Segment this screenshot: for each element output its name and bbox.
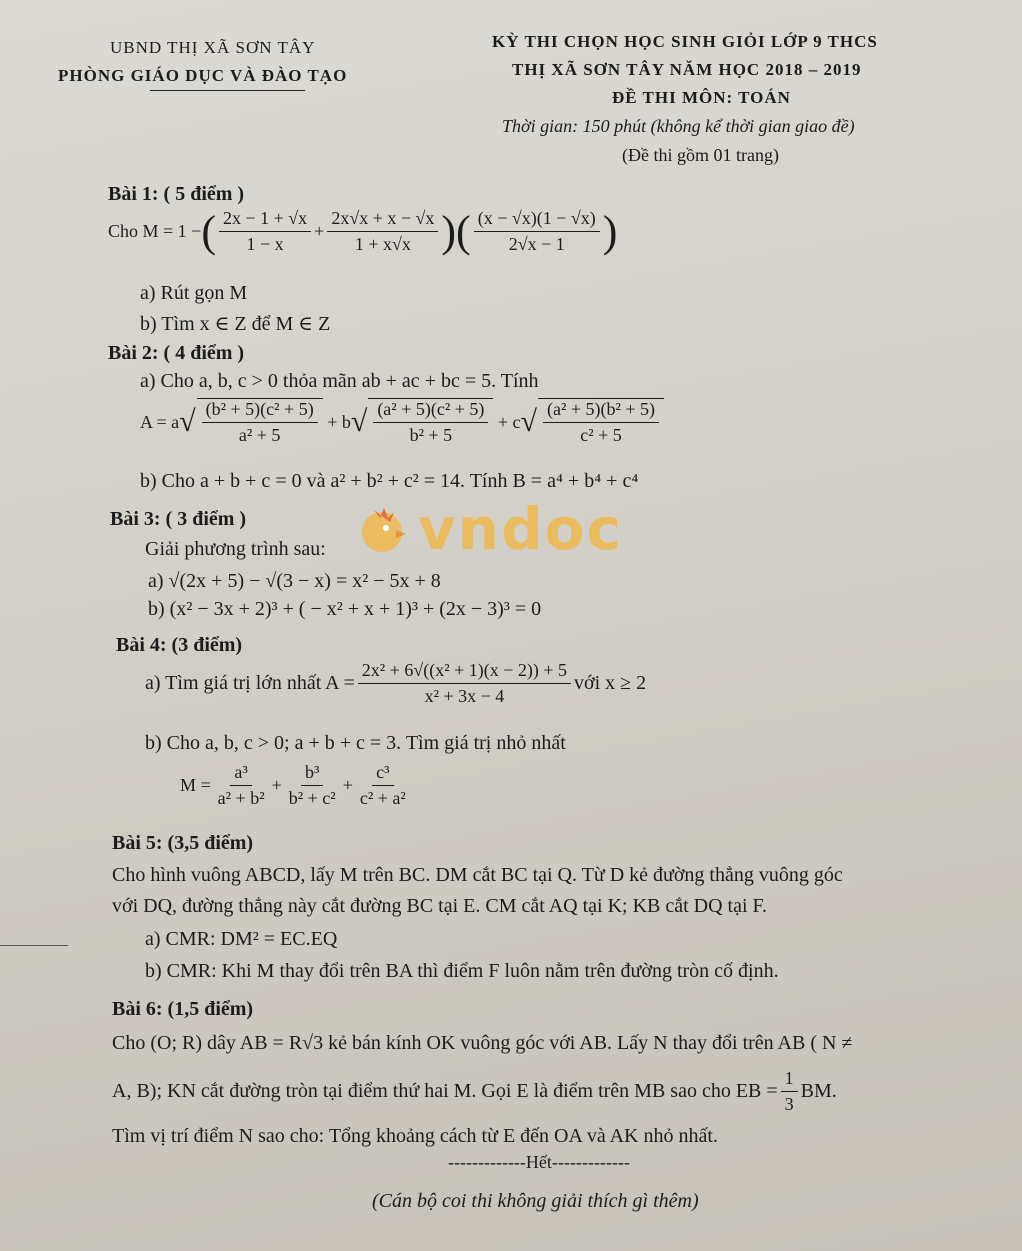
bai6-line2 [112, 1068, 837, 1115]
bai1-part-b: b) Tìm x ∈ Z để M ∈ Z [140, 313, 331, 335]
exam-year: THỊ XÃ SƠN TÂY NĂM HỌC 2018 – 2019 [512, 60, 862, 79]
bai3-title: Bài 3: ( 3 điểm ) [110, 508, 247, 530]
bai1-frac1-den: 1 − x [246, 234, 284, 254]
bai2-root1-num: (b² + 5)(c² + 5) [202, 399, 318, 423]
footer-note: (Cán bộ coi thi không giải thích gì thêm) [372, 1190, 699, 1212]
bai4-a-condition: với x ≥ 2 [574, 672, 647, 694]
bai2-root2-den: b² + 5 [409, 425, 453, 445]
bai2-root2-num: (a² + 5)(c² + 5) [373, 399, 488, 423]
bai4-part-a [145, 660, 646, 707]
bai6-line3: Tìm vị trí điểm N sao cho: Tổng khoảng cách từ E đến OA và AK nhỏ nhất. [112, 1125, 718, 1147]
bai3-part-a: a) √(2x + 5) − √(3 − x) = x² − 5x + 8 [148, 570, 441, 592]
bai2-root1-den: a² + 5 [238, 425, 281, 445]
bai4-title: Bài 4: (3 điểm) [116, 634, 243, 656]
bai1-frac3-num: (x − √x)(1 − √x) [474, 208, 600, 232]
exam-time: Thời gian: 150 phút (không kể thời gian giao đề) [502, 116, 855, 136]
bai2-root3-den: c² + 5 [580, 425, 622, 445]
bai2-A-lead: A = a [140, 411, 180, 432]
bai3-intro: Giải phương trình sau: [145, 538, 326, 560]
bai4-m3-den: c² + a² [359, 788, 406, 808]
bai4-part-b: b) Cho a, b, c > 0; a + b + c = 3. Tìm giá trị nhỏ nhất [145, 732, 566, 754]
rooster-mascot-icon [352, 500, 412, 560]
bai1-frac1-num: 2x − 1 + √x [219, 208, 311, 232]
bai6-line2-tail: BM. [800, 1080, 837, 1102]
bai4-m1-den: a² + b² [217, 788, 265, 808]
margin-mark [0, 945, 68, 946]
bai3-part-b: b) (x² − 3x + 2)³ + ( − x² + x + 1)³ + (2x − 3)³ = 0 [148, 598, 542, 620]
bai6-line1: Cho (O; R) dây AB = R√3 kẻ bán kính OK vuông góc với AB. Lấy N thay đổi trên AB ( N ≠ [112, 1032, 853, 1054]
bai1-frac3-den: 2√x − 1 [508, 234, 565, 254]
bai4-a-num: 2x² + 6√((x² + 1)(x − 2)) + 5 [358, 660, 571, 684]
bai2-title: Bài 2: ( 4 điểm ) [108, 342, 245, 364]
bai4-m2-den: b² + c² [288, 788, 336, 808]
bai6-frac-den: 3 [784, 1094, 794, 1114]
department-name: PHÒNG GIÁO DỤC VÀ ĐÀO TẠO [58, 66, 348, 85]
bai1-frac2-den: 1 + x√x [354, 234, 411, 254]
bai1-title: Bài 1: ( 5 điểm ) [108, 183, 245, 205]
bai5-part-a: a) CMR: DM² = EC.EQ [145, 928, 338, 950]
header-underline [150, 90, 305, 91]
bai4-m1-num: a³ [230, 762, 251, 786]
exam-title: KỲ THI CHỌN HỌC SINH GIỎI LỚP 9 THCS [492, 32, 878, 51]
bai4-a-den: x² + 3x − 4 [424, 686, 505, 706]
vndoc-watermark: vndoc [418, 495, 623, 563]
bai1-lead: Cho M = 1 − [108, 221, 202, 241]
exam-subject: ĐỀ THI MÔN: TOÁN [612, 88, 791, 107]
bai1-frac2-num: 2x√x + x − √x [327, 208, 438, 232]
end-marker: -------------Hết------------- [448, 1152, 630, 1172]
bai6-frac-num: 1 [781, 1068, 798, 1092]
bai6-title: Bài 6: (1,5 điểm) [112, 998, 254, 1020]
bai1-formula: Cho M = 1 − ( $\frac{2x - 1 + √x}{1 - x}$ + $\frac{2x√x + x - √x}{1 + x√x}$ )( $\frac{(x - √x)(1 - √x)}{2√x - 1}$ ) [108, 206, 618, 256]
bai2-root3-num: (a² + 5)(b² + 5) [543, 399, 659, 423]
bai4-m2-num: b³ [301, 762, 323, 786]
bai4-M-formula: M = $\frac{\text{a³}}{\text{a² + b²}}$ + $\frac{\text{b³}}{\text{b² + c²}}$ + $\frac{\text{c³}}{\text{c² + a²}}$ [180, 762, 413, 809]
bai5-line2: với DQ, đường thẳng này cắt đường BC tại E. CM cắt AQ tại K; KB cắt DQ tại F. [112, 895, 768, 917]
bai4-M-lead: M = [180, 775, 211, 795]
bai4-a-lead: a) Tìm giá trị lớn nhất A = [145, 672, 355, 694]
bai4-m3-num: c³ [372, 762, 393, 786]
bai6-line2-text: A, B); KN cắt đường tròn tại điểm thứ hai M. Gọi E là điểm trên MB sao cho EB = [112, 1080, 778, 1102]
bai5-part-b: b) CMR: Khi M thay đổi trên BA thì điểm F luôn nằm trên đường tròn cố định. [145, 960, 779, 982]
bai2-formula: A = a √ $\frac{\text{(b² + 5)(c² + 5)}}{\text{a² + 5}}$ + b √ $\frac{\text{(a² + 5)(c² + 5)}}{\text{b² + 5}}$ + c √ $\frac{\text{(a² + 5)(b² + 5)}}{\text{c² + 5}}$ [140, 398, 664, 446]
bai1-part-a: a) Rút gọn M [140, 282, 248, 304]
bai5-line1: Cho hình vuông ABCD, lấy M trên BC. DM cắt BC tại Q. Từ D kẻ đường thẳng vuông góc [112, 864, 843, 886]
bai5-title: Bài 5: (3,5 điểm) [112, 832, 254, 854]
org-name: UBND THỊ XÃ SƠN TÂY [110, 38, 316, 57]
bai2-part-b: b) Cho a + b + c = 0 và a² + b² + c² = 14. Tính B = a⁴ + b⁴ + c⁴ [140, 470, 639, 492]
exam-pages: (Đề thi gồm 01 trang) [622, 145, 779, 165]
bai2-part-a: a) Cho a, b, c > 0 thỏa mãn ab + ac + bc = 5. Tính [140, 370, 539, 392]
